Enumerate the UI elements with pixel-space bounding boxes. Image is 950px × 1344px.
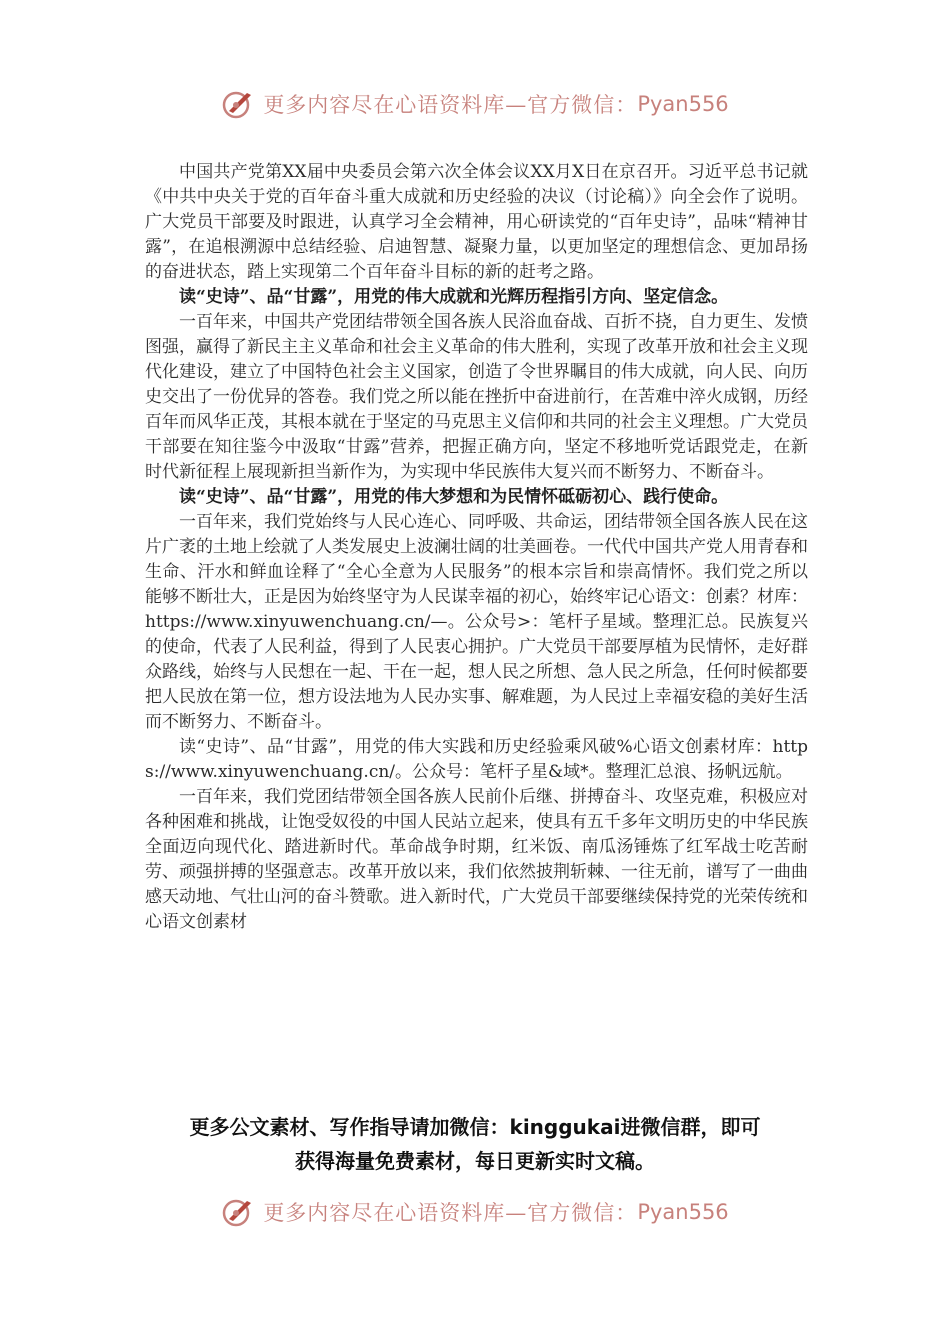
body-paragraph: 中国共产党第XX届中央委员会第六次全体会议XX月X日在京召开。习近平总书记就《中共中央关于党的百年奋斗重大成就和历史经验的决议（讨论稿）》向全会作了说明。广大党员干部要及时跟进，认真学习全会精神，用心研读党的“百年史诗”，品味“精神甘露”，在追根溯源中总结经验、启迪智慧、凝聚力量，以更加坚定的理想信念、更加昂扬的奋进状态，踏上实现第二个百年奋斗目标的新的赶考之路。 <box>145 162 808 282</box>
section-heading: 读“史诗”、品“甘露”，用党的伟大成就和光辉历程指引方向、坚定信念。 <box>179 287 729 307</box>
promo-line-1: 更多公文素材、写作指导请加微信：kinggukai进微信群，即可 <box>189 1115 761 1139</box>
pen-circle-logo-icon <box>221 1195 255 1229</box>
banner-text: 更多内容尽在心语资料库—官方微信： <box>263 1201 638 1225</box>
banner-text: 更多内容尽在心语资料库—官方微信： <box>263 93 638 117</box>
banner-wechat-id: Pyan556 <box>637 1200 729 1224</box>
body-paragraph: 一百年来，中国共产党团结带领全国各族人民浴血奋战、百折不挠，自力更生、发愤图强，赢得了新民主主义革命和社会主义革命的伟大胜利，实现了改革开放和社会主义现代化建设，建立了中国特色社会主义国家，创造了令世界瞩目的伟大成就，向人民、向历史交出了一份优异的答卷。我们党之所以能在挫折中奋进前行，在苦难中淬火成钢，历经百年而风华正茂，其根本就在于坚定的马克思主义信仰和共同的社会主义理想。广大党员干部要在知往鉴今中汲取“甘露”营养，把握正确方向，坚定不移地听党话跟党走，在新时代新征程上展现新担当新作为，为实现中华民族伟大复兴而不断努力、不断奋斗。 <box>145 312 808 482</box>
document-body <box>145 160 808 935</box>
pen-circle-logo-icon <box>221 87 255 121</box>
section-heading: 读“史诗”、品“甘露”，用党的伟大梦想和为民情怀砥砺初心、践行使命。 <box>179 487 729 507</box>
promo-line-2: 获得海量免费素材，每日更新实时文稿。 <box>295 1149 655 1173</box>
body-paragraph: 一百年来，我们党团结带领全国各族人民前仆后继、拼搏奋斗、攻坚克难，积极应对各种困难和挑战，让饱受奴役的中国人民站立起来，使具有五千多年文明历史的中华民族全面迈向现代化、踏进新时代。革命战争时期，红米饭、南瓜汤锤炼了红军战士吃苦耐劳、顽强拼搏的坚强意志。改革开放以来，我们依然披荆斩棘、一往无前，谱写了一曲曲感天动地、气壮山河的奋斗赞歌。进入新时代，广大党员干部要继续保持党的光荣传统和心语文创素材 <box>145 787 808 932</box>
body-paragraph: 一百年来，我们党始终与人民心连心、同呼吸、共命运，团结带领全国各族人民在这片广袤的土地上绘就了人类发展史上波澜壮阔的壮美画卷。一代代中国共产党人用青春和生命、汗水和鲜血诠释了“全心全意为人民服务”的根本宗旨和崇高情怀。我们党之所以能够不断壮大，正是因为始终坚守为人民谋幸福的初心，始终牢记心语文：创素？材库：https://www.xinyuwenchuang.cn/—。公众号>：笔杆子星域。整理汇总。民族复兴的使命，代表了人民利益，得到了人民衷心拥护。广大党员干部要厚植为民情怀，走好群众路线，始终与人民想在一起、干在一起，想人民之所想、急人民之所急，任何时候都要把人民放在第一位，想方设法地为人民办实事、解难题，为人民过上幸福安稳的美好生活而不断努力、不断奋斗。 <box>145 512 808 732</box>
header-banner <box>0 80 950 128</box>
promo-notice <box>100 1110 850 1178</box>
footer-banner <box>0 1188 950 1236</box>
body-paragraph: 读“史诗”、品“甘露”，用党的伟大实践和历史经验乘风破%心语文创素材库：https://www.xinyuwenchuang.cn/。公众号：笔杆子星&域*。整理汇总浪、扬帆远航。 <box>145 737 808 782</box>
banner-wechat-id: Pyan556 <box>637 92 729 116</box>
